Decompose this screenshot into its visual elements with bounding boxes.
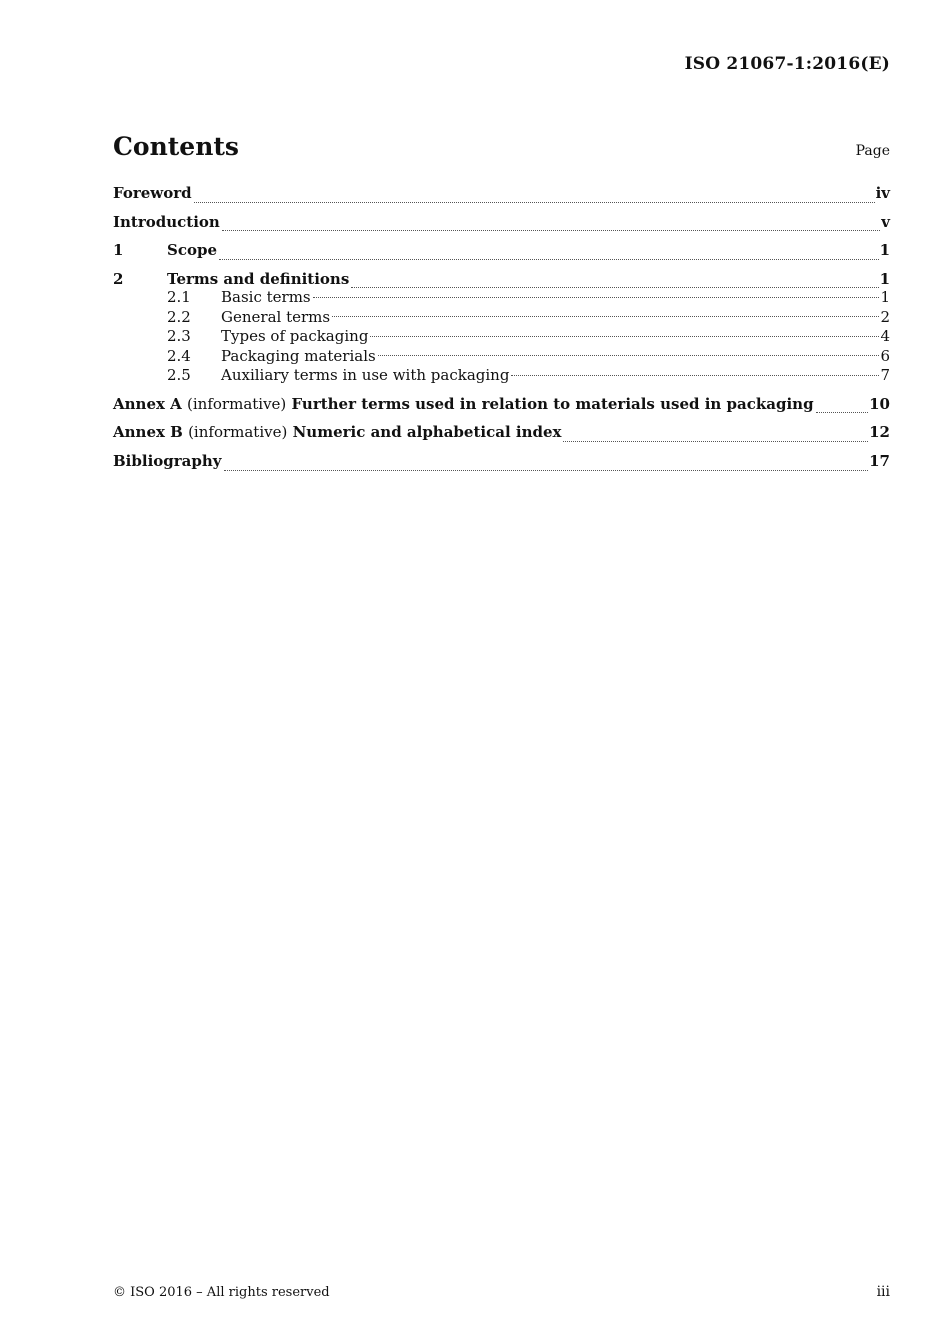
- toc-entry-page: 12: [869, 423, 890, 442]
- annex-type: (informative): [187, 394, 287, 413]
- dot-leader: [816, 411, 869, 413]
- annex-label: Annex B: [113, 423, 183, 442]
- toc-entry-page: 10: [869, 394, 890, 413]
- toc-subentry-title: Types of packaging: [221, 327, 369, 346]
- toc-subentry-number: 2.4: [167, 346, 191, 365]
- dot-leader: [351, 286, 878, 288]
- dot-leader: [194, 201, 875, 203]
- table-of-contents: [113, 184, 890, 481]
- toc-subentry-2-2[interactable]: [113, 308, 890, 328]
- toc-entry-page: 1: [879, 241, 890, 260]
- toc-entry-title: Bibliography: [113, 452, 222, 471]
- dot-leader: [332, 315, 879, 317]
- toc-subentry-page: 7: [880, 366, 890, 385]
- dot-leader: [224, 469, 869, 471]
- toc-entry-page: iv: [875, 184, 890, 202]
- toc-subentry-page: 6: [880, 346, 890, 365]
- contents-heading: Contents: [113, 132, 240, 161]
- annex-type: (informative): [188, 423, 288, 442]
- toc-entry-annex-b[interactable]: [113, 423, 890, 452]
- toc-subentry-2-5[interactable]: [113, 366, 890, 386]
- toc-subentry-page: 1: [880, 288, 890, 307]
- toc-subentry-title: General terms: [221, 307, 331, 326]
- copyright-notice: © ISO 2016 – All rights reserved: [113, 1285, 330, 1300]
- toc-subentry-title: Basic terms: [221, 288, 311, 307]
- toc-entry-title: [113, 423, 561, 441]
- dot-leader: [219, 258, 879, 260]
- page-column-label: Page: [855, 143, 890, 159]
- toc-entry-title: Foreword: [113, 184, 192, 202]
- toc-entry-page: 1: [879, 269, 890, 288]
- dot-leader: [563, 440, 868, 442]
- page-number: iii: [876, 1284, 890, 1300]
- toc-entry-page: 17: [869, 452, 890, 471]
- toc-subentry-title: Packaging materials: [221, 346, 376, 365]
- annex-title: Numeric and alphabetical index: [292, 423, 562, 442]
- toc-subentry-title: Auxiliary terms in use with packaging: [221, 366, 510, 385]
- dot-leader: [222, 229, 880, 231]
- toc-subentry-page: 2: [880, 307, 890, 326]
- toc-entry-number: 1: [113, 241, 124, 260]
- toc-entry-title: Introduction: [113, 212, 220, 231]
- dot-leader: [378, 354, 880, 356]
- toc-entry-introduction[interactable]: [113, 213, 890, 242]
- toc-subentry-2-3[interactable]: [113, 327, 890, 347]
- dot-leader: [370, 335, 879, 337]
- toc-entry-number: 2: [113, 269, 124, 288]
- dot-leader: [511, 374, 879, 376]
- toc-subentry-number: 2.5: [167, 366, 191, 385]
- toc-entry-scope[interactable]: [113, 241, 890, 270]
- toc-entry-annex-a[interactable]: [113, 395, 890, 424]
- dot-leader: [313, 296, 880, 298]
- toc-entry-title: [113, 395, 814, 413]
- annex-title: Further terms used in relation to materials used in packaging: [291, 394, 814, 413]
- toc-entry-title: Terms and definitions: [167, 269, 350, 288]
- annex-label: Annex A: [113, 394, 182, 413]
- toc-entry-page: v: [881, 212, 890, 231]
- toc-subentry-number: 2.3: [167, 327, 191, 346]
- toc-subentry-2-4[interactable]: [113, 347, 890, 367]
- toc-subentry-number: 2.2: [167, 307, 191, 326]
- toc-entry-title: Scope: [167, 241, 218, 260]
- toc-subentry-number: 2.1: [167, 288, 191, 307]
- toc-entry-foreword[interactable]: [113, 184, 890, 213]
- toc-subentry-2-1[interactable]: [113, 288, 890, 308]
- toc-subentry-page: 4: [880, 327, 890, 346]
- toc-entry-bibliography[interactable]: [113, 452, 890, 481]
- document-identifier: ISO 21067-1:2016(E): [684, 54, 890, 74]
